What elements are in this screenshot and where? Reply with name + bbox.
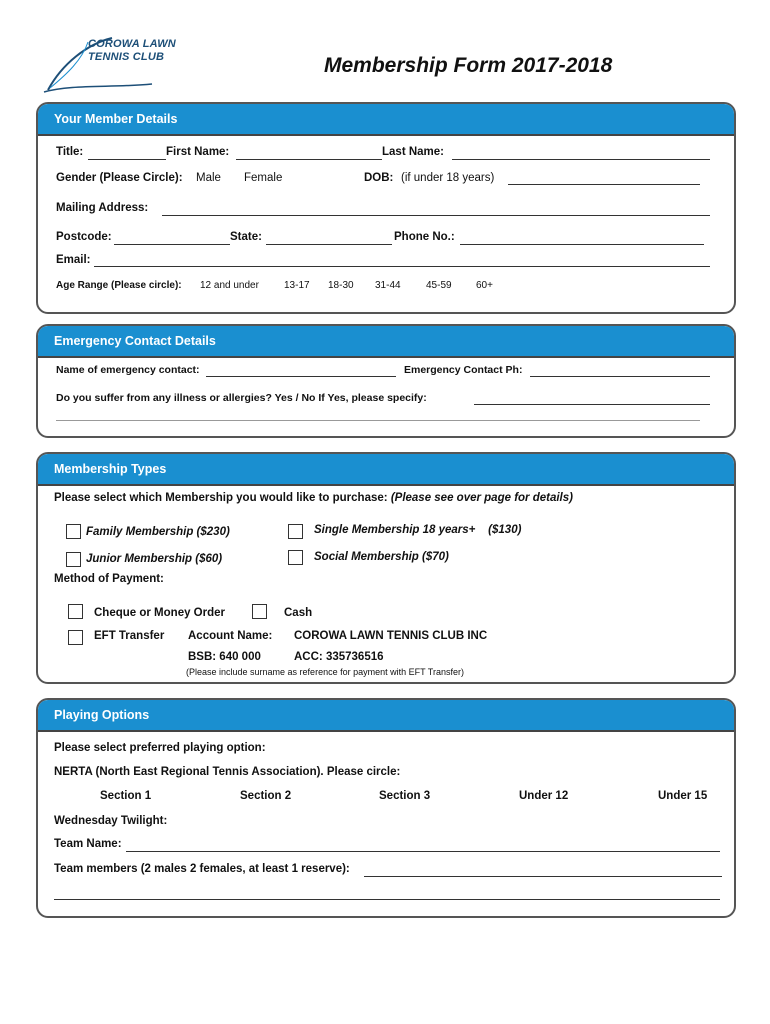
last-name-label: Last Name: xyxy=(382,146,444,158)
membership-section xyxy=(36,452,736,684)
playing-options-section xyxy=(36,698,736,918)
illness-label: Do you suffer from any illness or allergies? Yes / No If Yes, please specify: xyxy=(56,392,427,404)
title-field[interactable] xyxy=(88,159,166,160)
postcode-field[interactable] xyxy=(114,244,230,245)
family-membership-label: Family Membership ($230) xyxy=(86,526,230,538)
title-label: Title: xyxy=(56,146,84,158)
state-label: State: xyxy=(230,231,262,243)
first-name-label: First Name: xyxy=(166,146,230,158)
emergency-name-label: Name of emergency contact: xyxy=(56,364,200,376)
dob-note: (if under 18 years) xyxy=(401,172,495,184)
cash-checkbox[interactable] xyxy=(252,604,267,619)
age-range-label: Age Range (Please circle): xyxy=(56,280,182,291)
illness-field[interactable] xyxy=(474,404,710,405)
gender-label: Gender (Please Circle): xyxy=(56,172,183,184)
cheque-label: Cheque or Money Order xyxy=(94,607,225,619)
membership-heading: Membership Types xyxy=(38,454,734,486)
logo-line-2: TENNIS CLUB xyxy=(88,51,165,63)
account-name-value: COROWA LAWN TENNIS CLUB INC xyxy=(294,630,488,642)
account-name-label: Account Name: xyxy=(188,630,273,642)
playing-prompt: Please select preferred playing option: xyxy=(54,742,266,754)
logo-text xyxy=(88,38,176,64)
form-title: Membership Form 2017-2018 xyxy=(324,54,613,77)
cash-label: Cash xyxy=(284,607,313,619)
bsb-value: BSB: 640 000 xyxy=(188,651,261,663)
social-membership-checkbox[interactable] xyxy=(288,550,303,565)
state-field[interactable] xyxy=(266,244,392,245)
emergency-phone-field[interactable] xyxy=(530,376,710,377)
social-membership-label: Social Membership ($70) xyxy=(314,551,449,563)
single-membership-label: Single Membership 18 years+ ($130) xyxy=(314,524,522,536)
age-option-45-59[interactable]: 45-59 xyxy=(426,280,452,291)
phone-label: Phone No.: xyxy=(394,231,455,243)
cheque-checkbox[interactable] xyxy=(68,604,83,619)
member-details-heading: Your Member Details xyxy=(38,104,734,136)
email-label: Email: xyxy=(56,254,91,266)
emergency-section xyxy=(36,324,736,438)
membership-prompt xyxy=(54,492,573,504)
playing-options-heading: Playing Options xyxy=(38,700,734,732)
membership-prompt-text: Please select which Membership you would like to purchase: xyxy=(54,492,388,504)
illness-field-line-2[interactable] xyxy=(56,420,700,421)
acc-value: ACC: 335736516 xyxy=(294,651,384,663)
membership-prompt-note: (Please see over page for details) xyxy=(390,492,573,504)
eft-note: (Please include surname as reference for payment with EFT Transfer) xyxy=(186,667,464,677)
eft-checkbox[interactable] xyxy=(68,630,83,645)
first-name-field[interactable] xyxy=(236,159,382,160)
emergency-heading: Emergency Contact Details xyxy=(38,326,734,358)
nerta-label: NERTA (North East Regional Tennis Association). Please circle: xyxy=(54,766,401,778)
member-details-section xyxy=(36,102,736,314)
gender-option-female[interactable]: Female xyxy=(244,172,283,184)
team-members-field[interactable] xyxy=(364,876,722,877)
section-2-option[interactable]: Section 2 xyxy=(240,790,292,802)
team-members-label: Team members (2 males 2 females, at least 1 reserve): xyxy=(54,863,350,875)
eft-label: EFT Transfer xyxy=(94,630,165,642)
postcode-label: Postcode: xyxy=(56,231,112,243)
logo-line-1: COROWA LAWN xyxy=(88,38,176,50)
team-name-label: Team Name: xyxy=(54,838,122,850)
team-members-field-line-2[interactable] xyxy=(54,899,720,900)
junior-membership-label: Junior Membership ($60) xyxy=(86,553,223,565)
mailing-address-label: Mailing Address: xyxy=(56,202,149,214)
age-option-31-44[interactable]: 31-44 xyxy=(375,280,401,291)
gender-option-male[interactable]: Male xyxy=(196,172,221,184)
family-membership-checkbox[interactable] xyxy=(66,524,81,539)
emergency-phone-label: Emergency Contact Ph: xyxy=(404,364,523,376)
team-name-field[interactable] xyxy=(126,851,720,852)
dob-field[interactable] xyxy=(508,184,700,185)
under-12-option[interactable]: Under 12 xyxy=(519,790,569,802)
age-option-18-30[interactable]: 18-30 xyxy=(328,280,354,291)
dob-label: DOB: xyxy=(364,172,394,184)
section-1-option[interactable]: Section 1 xyxy=(100,790,152,802)
junior-membership-checkbox[interactable] xyxy=(66,552,81,567)
payment-method-label: Method of Payment: xyxy=(54,573,164,585)
emergency-name-field[interactable] xyxy=(206,376,396,377)
email-field[interactable] xyxy=(94,266,710,267)
under-15-option[interactable]: Under 15 xyxy=(658,790,708,802)
age-option-13-17[interactable]: 13-17 xyxy=(284,280,310,291)
age-option-60-plus[interactable]: 60+ xyxy=(476,280,493,291)
single-membership-checkbox[interactable] xyxy=(288,524,303,539)
age-option-12-under[interactable]: 12 and under xyxy=(200,280,259,291)
section-3-option[interactable]: Section 3 xyxy=(379,790,431,802)
wednesday-twilight-label: Wednesday Twilight: xyxy=(54,815,168,827)
last-name-field[interactable] xyxy=(452,159,710,160)
phone-field[interactable] xyxy=(460,244,704,245)
mailing-address-field[interactable] xyxy=(162,215,710,216)
